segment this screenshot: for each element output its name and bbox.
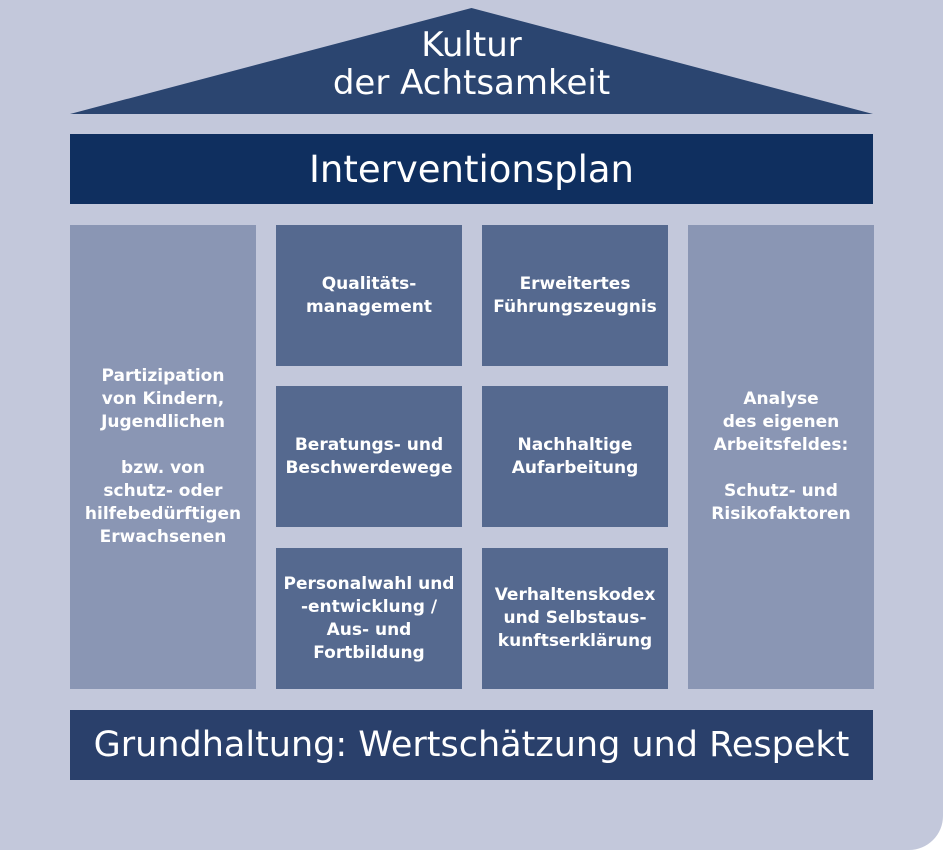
box-line: Beratungs- und xyxy=(294,434,444,455)
left-pillar-line: von Kindern, xyxy=(101,389,225,409)
foundation-label: Grundhaltung: Wertschätzung und Respekt xyxy=(93,725,850,765)
box-sustainable-review xyxy=(482,386,668,527)
right-pillar-line: Analyse xyxy=(743,389,819,409)
left-pillar-line: hilfebedürftigen xyxy=(84,504,242,524)
box-code-of-conduct xyxy=(482,548,668,689)
box-line: Aus- und xyxy=(326,619,412,640)
left-pillar-line: Partizipation xyxy=(101,366,225,386)
foundation-bar xyxy=(70,710,873,780)
box-personnel-development xyxy=(276,548,462,689)
roof-title-line-2: der Achtsamkeit xyxy=(332,63,611,103)
box-line: Nachhaltige xyxy=(517,434,633,455)
box-line: Führungszeugnis xyxy=(493,296,657,317)
right-pillar-line: Arbeitsfeldes: xyxy=(713,435,849,455)
right-pillar-line: des eigenen xyxy=(722,412,840,432)
box-counseling-complaints xyxy=(276,386,462,527)
box-line: Erweitertes xyxy=(519,273,631,294)
right-pillar-line: Schutz- und xyxy=(724,481,838,501)
box-extended-certificate xyxy=(482,225,668,366)
box-line: -entwicklung / xyxy=(300,596,438,617)
intervention-plan-label: Interventionsplan xyxy=(309,147,634,191)
box-line: management xyxy=(306,296,432,317)
box-line: und Selbstaus- xyxy=(503,608,647,628)
roof-title xyxy=(70,26,873,102)
intervention-plan-bar xyxy=(70,134,873,204)
box-line: Fortbildung xyxy=(313,642,425,663)
box-quality-management xyxy=(276,225,462,366)
box-line: Verhaltenskodex xyxy=(494,585,656,605)
right-pillar-line: Risikofaktoren xyxy=(711,504,851,524)
box-line: Qualitäts- xyxy=(321,273,417,294)
roof-title-line-1: Kultur xyxy=(421,25,522,65)
box-line: Beschwerdewege xyxy=(285,457,453,478)
left-pillar-line: Jugendlichen xyxy=(101,412,225,432)
box-line: Aufarbeitung xyxy=(511,457,639,478)
right-pillar xyxy=(688,225,874,689)
left-pillar xyxy=(70,225,256,689)
box-line: Personalwahl und xyxy=(283,573,455,594)
box-line: kunftserklärung xyxy=(497,631,653,651)
left-pillar-line: Erwachsenen xyxy=(99,527,227,547)
left-pillar-line: schutz- oder xyxy=(103,481,223,501)
left-pillar-line: bzw. von xyxy=(121,458,205,478)
